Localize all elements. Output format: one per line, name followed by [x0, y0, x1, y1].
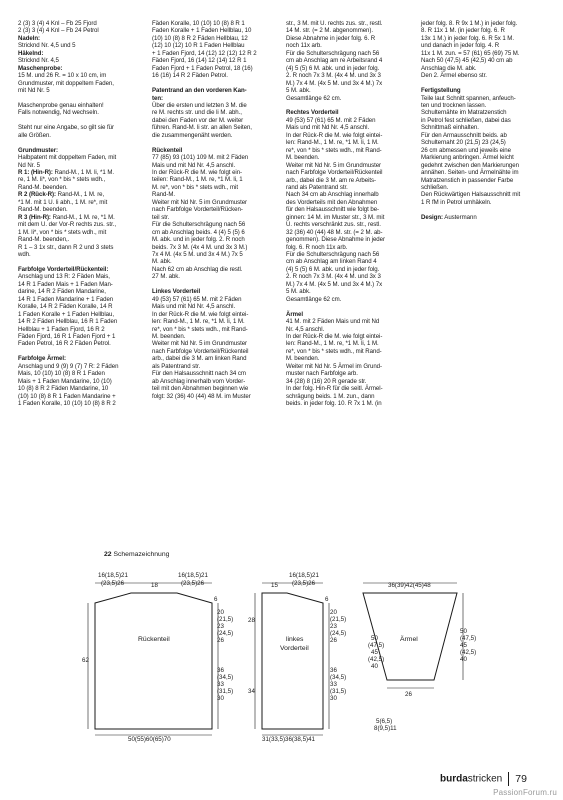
text-line: Nach 62 cm ab Anschlag die restl. — [152, 265, 243, 273]
sleeve-outer-5: 40 — [460, 656, 467, 663]
text-line: Mais und mit Nd Nr. 4,5 anschl. — [152, 161, 236, 169]
text-line: Weiter mit Nd Nr. 5 im Grundmuster — [152, 198, 248, 206]
back-top-left-2: (23,5)26 — [101, 580, 125, 587]
sleeve-inner-2: (47,5) — [368, 642, 385, 649]
text-line: Gesamtlänge 62 cm. — [286, 94, 342, 102]
text-line: Nach 34 cm ab Anschlag innerhalb — [286, 191, 379, 199]
text-line: wdh. — [18, 251, 31, 258]
text-line: Anschlag und 9 (9) 9 (7) 7 R: 2 Fäden — [18, 362, 119, 370]
text-line: Faden Fjord + 1 Faden Petrol, 18 (16) — [152, 64, 253, 72]
text-line: Schulternähte im Matratzenstich — [421, 109, 507, 117]
text-line: In der Rück-R die M. wie folgt eintei- — [286, 333, 383, 340]
back-armhole-1: 20 — [217, 609, 224, 616]
text-line: len: Rand-M., 1 M. re, *1 M. li, 1 M. — [152, 318, 245, 326]
text-line: annähen. Seiten- und Ärmelnähte im — [421, 169, 519, 177]
text-line: 32 (36) 40 (44) 48 M. str. (= 2 M. ab- — [286, 228, 383, 236]
text-line: Für den Armausschnitt beids. ab — [421, 131, 507, 139]
row-label: R 3 (Hin-R): — [18, 213, 51, 221]
sleeve-top-width: 36(39)42(45)48 — [388, 582, 431, 589]
text-line: Mais + 1 Faden Mandarine, 10 (10) — [18, 377, 112, 385]
front-piece-label-1: linkes — [286, 636, 304, 643]
text-line: 34 (28) 8 (16) 20 R gerade str. — [286, 377, 367, 385]
text-line: Weiter mit Nd Nr. 5 im Grundmuster — [152, 340, 248, 348]
text-line: 27 M. abk. — [152, 273, 180, 281]
back-side-4: (31,5) — [217, 688, 234, 695]
sleeve-cuff-width-2: 8(9,5)11 — [374, 725, 397, 732]
schema-number: 22 — [104, 551, 112, 558]
back-armhole-3: 23 — [217, 623, 224, 630]
sleeve-outer-2: (47,5) — [460, 635, 477, 642]
text-line: str., 3 M. mit U. rechts zus. str., restl. — [286, 20, 383, 27]
text-line: 5 M. abk. — [286, 87, 311, 95]
text-line: die zusammengenäht werden. — [152, 131, 233, 139]
text-line: (4) 5 (5) 6 M. abk. und in jeder folg. — [286, 265, 380, 273]
front-armhole-1: 20 — [330, 609, 337, 616]
text-line: M. beenden. — [152, 332, 186, 340]
text-line: Stricknd Nr. 4,5 — [18, 57, 59, 65]
back-height: 62 — [82, 657, 89, 664]
front-piece-label-2: Vorderteil — [280, 645, 309, 652]
text-line: Fäden Fjord, 16 R 1 Faden Fjord + 1 — [18, 332, 116, 340]
sleeve-outer-4: (42,5) — [460, 649, 477, 656]
text-line: Den Rückwärtigen Halsausschnitt mit — [421, 191, 521, 199]
section-heading: Farbfolge Vorderteil/Rückenteil: — [18, 265, 109, 273]
section-heading: Ärmel — [286, 310, 304, 318]
text-line: Nach 50 (47,5) 45 (42,5) 40 cm ab — [421, 57, 513, 65]
text-line: nach Farbfolge Vorderteil/Rückenteil — [152, 347, 249, 355]
text-line: und danach in jeder folg. 4. R — [421, 42, 500, 50]
back-side-2: (34,5) — [217, 674, 234, 681]
row-label: R 2 (Rück-R): — [18, 191, 56, 199]
text-line: Austermann — [443, 213, 477, 221]
text-line: 14 R 1 Faden Mandarine + 1 Faden — [18, 295, 114, 303]
text-line: cm ab Anschlag am re Arbeitsrand 4 — [286, 57, 383, 65]
text-line: nach Farbfolge Vorderteil/Rückenteil — [286, 169, 383, 177]
front-top-right-2: (23,5)26 — [292, 580, 316, 587]
text-line: 13x 1 M.) in jeder folg. 6. R 5x 1 M. — [421, 34, 514, 42]
footer-divider — [508, 772, 509, 786]
text-line: des Vorderteils mit den Abnahmen — [286, 198, 378, 206]
text-line: 49 (53) 57 (61) 65 M. mit 2 Fäden — [286, 116, 376, 124]
text-line: M. beenden. — [286, 355, 320, 363]
front-armhole-2: (21,5) — [330, 616, 347, 623]
text-line: beids. in jeder folg. 10. R 7x 1 M. (in — [286, 400, 382, 408]
text-line: Rand-M., 1 M. li, *1 M. — [52, 169, 114, 177]
text-line: 1 R fM in Petrol umhäkeln. — [421, 198, 492, 206]
text-line: M. beenden. — [286, 154, 320, 162]
text-line: alle Größen. — [18, 131, 51, 139]
text-line: (10) 10 (8) 8 R 1 Faden Mandarine + — [18, 392, 116, 400]
front-side-1: 36 — [330, 667, 337, 674]
text-line: in Petrol fest schließen, dabei das — [421, 116, 511, 124]
text-line: re*, von * bis * stets wdh., mit Rand- — [286, 146, 382, 154]
text-line: genommen). Diese Abnahme in jeder — [286, 236, 385, 244]
text-line: rand als Patentrand str. — [286, 183, 348, 191]
text-line: folg. 6. R noch 11x arb. — [286, 243, 348, 251]
text-line: mit Nd Nr. 5 — [18, 87, 50, 95]
page-number: 79 — [515, 772, 527, 785]
front-piece-outline — [262, 593, 323, 729]
section-heading: Nadeln: — [18, 34, 40, 42]
text-line: (10) 10 (8) 8 R 2 Fäden Hellblau, 12 — [152, 34, 248, 42]
text-line: In der Rück-R die M. wie folgt eintei- — [152, 310, 249, 318]
text-line: Über die ersten und letzten 3 M. die — [152, 101, 247, 109]
back-shoulder-drop: 6 — [214, 596, 218, 603]
text-line: teilen: Rand-M., 1 M. re, *1 M. li, 1 — [152, 176, 243, 184]
text-line: Für die Schulterschrägung nach 56 — [286, 49, 380, 57]
back-side-3: 33 — [217, 681, 224, 688]
text-line: 2. R noch 7x 3 M. (4x 4 M. und 3x 3 — [286, 72, 381, 80]
section-heading: Maschenprobe: — [18, 64, 63, 72]
text-line: In der folg. Hin-R für die seitl. Ärmel- — [286, 385, 383, 393]
back-top-right-1: 16(18,5)21 — [178, 572, 208, 579]
sleeve-outer-1: 50 — [460, 628, 467, 635]
section-heading: Patentrand an den vorderen Kan- — [152, 87, 247, 95]
front-side-2: (34,5) — [330, 674, 347, 681]
text-line: Markierung anbringen. Ärmel leicht — [421, 154, 514, 162]
text-line: Für die Schulterschrägung nach 56 — [286, 251, 380, 259]
text-line: 11x 1 M. zun. = 57 (61) 65 (69) 75 M. — [421, 49, 520, 57]
text-line: Rand-M., 1 M. re, — [55, 191, 105, 199]
front-neck-depth: 28 — [248, 617, 255, 624]
text-line: Rand-M. beenden. — [18, 206, 68, 214]
text-line: Hellblau + 1 Faden Fjord, 16 R 2 — [18, 325, 105, 333]
front-side-3: 33 — [330, 681, 337, 688]
text-line: ab Anschlag innerhalb vom Vorder- — [152, 377, 246, 385]
text-line: 41 M. mit 2 Fäden Mais und mit Nd — [286, 318, 380, 326]
text-line: Falls notwendig, Nd wechseln. — [18, 109, 99, 117]
text-line: 7x 4 M. (4x 5 M. und 3x 4 M.) 7x 5 — [152, 251, 243, 259]
text-line: M. abk. und in jeder folg. 2. R noch — [152, 236, 245, 244]
text-line: teil str. — [152, 213, 170, 221]
front-armhole-5: 26 — [330, 637, 337, 644]
text-line: mit dem U. der Vor-R rechts zus. str., — [18, 221, 116, 229]
front-top-right-1: 16(18,5)21 — [289, 572, 319, 579]
back-top-left-1: 16(18,5)21 — [98, 572, 128, 579]
text-line: Den 2. Ärmel ebenso str. — [421, 72, 487, 80]
text-line: Nr. 4,5 anschl. — [286, 325, 325, 333]
text-line: Koralle, 14 R 2 Fäden Koralle, 14 R — [18, 303, 113, 311]
text-line: + 1 Faden Fjord, 14 (12) 12 (12) 12 R 2 — [152, 49, 257, 57]
text-line: M. re*, von * bis * stets wdh., mit — [152, 183, 238, 191]
text-line: 10 (8) 8 R 2 Fäden Mandarine, 10 — [18, 385, 109, 393]
text-line: Grundmuster, mit doppeltem Faden, — [18, 79, 114, 87]
text-line: 2. R noch 7x 3 M. (4x 4 M. und 3x 3 — [286, 273, 381, 281]
schema-title-text: Schemazeichnung — [113, 551, 170, 558]
text-line: len: Rand-M., 1 M. re, *1 M. li, 1 M. — [286, 340, 379, 348]
section-heading: Linkes Vorderteil — [152, 288, 201, 296]
text-line: len: Rand-M., 1 M. re, *1 M. li, 1 M. — [286, 139, 379, 147]
text-line: Anschlag die M. abk. — [421, 64, 477, 72]
sleeve-inner-3: 45 — [371, 649, 378, 656]
text-line: Maschenprobe genau einhalten! — [18, 101, 104, 109]
back-armhole-2: (21,5) — [217, 616, 234, 623]
text-line: Halbpatent mit doppeltem Faden, mit — [18, 154, 117, 162]
text-line: Rand-M. beenden,. — [18, 236, 70, 244]
sleeve-inner-1: 50 — [371, 635, 378, 642]
text-line: *1 M. mit 1 U. li abh., 1 M. re*, mit — [18, 198, 108, 206]
row-label: Design: — [421, 213, 443, 221]
text-line: Rand-M. — [152, 191, 176, 199]
text-line: 1 Faden Koralle, 10 (10) 10 (8) 8 R 2 — [18, 400, 116, 408]
text-line: ten und trocknen lassen. — [421, 101, 487, 109]
text-line: re M. rechts str. und die li M. abh., — [152, 109, 242, 117]
section-heading: Grundmuster: — [18, 146, 59, 154]
text-line: Mais und mit Nd Nr. 4,5 anschl. — [152, 303, 236, 311]
text-line: Stricknd Nr. 4,5 und 5 — [18, 42, 76, 50]
text-line: noch 11x arb. — [286, 42, 322, 50]
text-line: Faden Petrol, 16 R 2 Fäden Petrol. — [18, 340, 111, 348]
text-line: re*, von * bis * stets wdh., mit Rand- — [286, 347, 382, 355]
text-line: M. abk. — [152, 258, 172, 266]
text-line: Weiter mit Nd Nr. 5 Ärmel im Grund- — [286, 362, 382, 370]
text-line: Nd Nr. 5 — [18, 161, 40, 169]
text-line: 14 R 2 Fäden Hellblau, 16 R 1 Faden — [18, 318, 118, 326]
text-line: re, 1 M. li*, von * bis * stets wdh., — [18, 176, 106, 184]
text-line: (4) 5 (5) 6 M. abk. und in jeder folg. — [286, 64, 380, 72]
text-line: In der Rück-R die M. wie folgt ein- — [152, 169, 243, 177]
text-line: nach Farbfolge Vorderteil/Rücken- — [152, 206, 243, 214]
text-line: 15 M. und 26 R. = 10 x 10 cm, im — [18, 72, 107, 80]
text-line: 2 (3) 3 (4) 4 Knl – Fb 25 Fjord — [18, 20, 97, 27]
text-line: als Patentrand str. — [152, 362, 201, 370]
text-line: Mais und mit Nd Nr. 4,5 anschl. — [286, 124, 370, 132]
section-heading: Fertigstellung — [421, 87, 461, 95]
text-line: Weiter mit Nd Nr. 5 im Grundmuster — [286, 161, 382, 169]
text-line: gedehnt zwischen den Markierungen — [421, 161, 519, 169]
back-piece-label: Rückenteil — [138, 636, 170, 643]
text-line: Steht nur eine Angabe, so gilt sie für — [18, 124, 115, 132]
text-line: Rand-M. beenden. — [18, 183, 68, 191]
watermark: PassionForum.ru — [493, 788, 557, 797]
text-line: Fäden Koralle, 10 (10) 10 (8) 8 R 1 — [152, 20, 245, 27]
text-line: Matratzenstich in passender Farbe — [421, 176, 514, 184]
section-heading: Häkelnd: — [18, 49, 44, 57]
page-footer — [440, 770, 527, 786]
text-line: R 1 – 3 1x str., dann R 2 und 3 stets — [18, 243, 114, 251]
back-side-5: 30 — [217, 695, 224, 702]
text-line: teil mit den Abnahmen beginnen wie — [152, 385, 249, 393]
back-armhole-4: (24,5) — [217, 630, 234, 637]
front-shoulder-drop: 6 — [325, 596, 329, 603]
row-label: R 1: (Hin-R): — [18, 169, 53, 177]
front-side-4: (31,5) — [330, 688, 347, 695]
back-top-right-2: (23,5)26 — [181, 580, 205, 587]
text-line: cm ab Anschlag beids. 4 (4) 5 (5) 6 — [152, 228, 245, 236]
text-line: ginnen: 14 M. im Muster str., 3 M. mit — [286, 213, 385, 221]
text-line: 2 (3) 3 (4) 4 Knl – Fb 24 Petrol — [18, 27, 99, 35]
text-line: jeder folg. 8. R 9x 1 M.) in jeder folg. — [421, 20, 518, 27]
text-line: Schulternaht 20 (21,5) 23 (24,5) — [421, 139, 506, 147]
text-line: folgt: 32 (36) 40 (44) 48 M. im Muster — [152, 392, 251, 400]
front-neck-width: 15 — [271, 582, 278, 589]
text-line: schließen. — [421, 183, 449, 191]
sleeve-cuff-height: 26 — [405, 691, 412, 698]
back-bottom-width: 50(55)60(65)70 — [128, 736, 171, 743]
text-line: M.) 7x 4 M. (4x 5 M. und 3x 4 M.) 7x — [286, 280, 383, 288]
text-line: darine, 14 R 2 Fäden Mandarine, — [18, 288, 106, 296]
section-heading: Farbfolge Ärmel: — [18, 355, 66, 363]
text-line: für den Halsausschnitt wie folgt be- — [286, 206, 380, 214]
text-line: cm ab Anschlag am linken Rand 4 — [286, 258, 377, 266]
text-line: 1 M. li*, von * bis * stets wdh., mit — [18, 228, 107, 236]
back-piece-outline — [95, 593, 212, 729]
text-line: 16 (16) 14 R 2 Fäden Petrol. — [152, 72, 228, 80]
text-line: Fäden Fjord, 16 (14) 12 (14) 12 R 1 — [152, 57, 247, 65]
front-armhole-4: (24,5) — [330, 630, 347, 637]
sleeve-label: Ärmel — [400, 636, 418, 643]
text-line: 8. R 11x 1 M. (in jeder folg. 6. R — [421, 27, 505, 35]
text-line: Schnittmaß einhalten. — [421, 124, 479, 132]
front-edge-height: 34 — [248, 688, 255, 695]
text-line: 1 Faden Koralle + 1 Faden Hellblau, — [18, 310, 114, 318]
text-line: beids. 7x 3 M. (4x 4 M. und 3x 3 M.) — [152, 243, 248, 251]
text-line: Für den Halsausschnitt nach 34 cm — [152, 370, 246, 378]
text-line: In der Rück-R die M. wie folgt eintei- — [286, 131, 383, 139]
text-line: arb., dabei die 3 M. am re Arbeits- — [286, 176, 377, 184]
text-line: Gesamtlänge 62 cm. — [286, 295, 342, 303]
text-line: schrägung beids. 1 M. zun., dann — [286, 392, 375, 400]
text-line: M.) 7x 4 M. (4x 5 M. und 3x 4 M.) 7x — [286, 79, 383, 87]
text-line: Anschlag und 13 R: 2 Fäden Mais, — [18, 273, 110, 281]
section-heading-cont: ten: — [152, 94, 163, 102]
text-line: Diese Abnahme in jeder folg. 6. R — [286, 34, 376, 42]
text-line: Rand-M., 1 M. re, *1 M. — [50, 213, 115, 221]
back-side-1: 36 — [217, 667, 224, 674]
text-line: 5 M. abk. — [286, 288, 311, 296]
text-line: muster nach Farbfolge arb. — [286, 370, 358, 378]
front-side-5: 30 — [330, 695, 337, 702]
sleeve-inner-4: (42,5) — [368, 656, 385, 663]
text-line: re*, von * bis * stets wdh., mit Rand- — [152, 325, 248, 333]
text-line: Für die Schulterschrägung nach 56 — [152, 221, 246, 229]
sleeve-outer-3: 45 — [460, 642, 467, 649]
sleeve-inner-5: 40 — [371, 663, 378, 670]
text-line: U. rechts verschränkt zus. str., restl. — [286, 221, 381, 229]
back-neck-width: 18 — [151, 582, 158, 589]
text-line: (12) 10 (12) 10 R 1 Faden Hellblau — [152, 42, 245, 50]
front-armhole-3: 23 — [330, 623, 337, 630]
text-line: 49 (53) 57 (61) 65 M. mit 2 Fäden — [152, 295, 242, 303]
sleeve-cuff-width-1: 5(6,5) — [376, 718, 393, 725]
text-line: 26 cm abmessen und jeweils eine — [421, 146, 511, 154]
text-line: dabei den Faden vor der M. weiter — [152, 116, 244, 124]
brand-logo: burdastricken — [440, 773, 503, 785]
text-line: führen. Rand-M. li str. an allen Seiten, — [152, 124, 252, 132]
front-bottom-width: 31(33,5)36(38,5)41 — [262, 736, 315, 743]
text-line: Faden Koralle + 1 Faden Hellblau, 10 — [152, 27, 252, 35]
section-heading: Rechtes Vorderteil — [286, 109, 339, 117]
text-line: 14 R 1 Faden Mais + 1 Faden Man- — [18, 280, 113, 288]
text-line: 77 (85) 93 (101) 109 M. mit 2 Fäden — [152, 154, 249, 162]
text-line: arb., dabei die 3 M. am linken Rand — [152, 355, 247, 363]
text-line: Mais, 10 (10) 10 (8) 8 R 1 Faden — [18, 370, 105, 378]
text-line: 14 M. str. (= 2 M. abgenommen). — [286, 27, 374, 35]
text-line: Teile laut Schnitt spannen, anfeuch- — [421, 94, 516, 102]
section-heading: Rückenteil — [152, 146, 183, 154]
back-armhole-5: 26 — [217, 637, 224, 644]
